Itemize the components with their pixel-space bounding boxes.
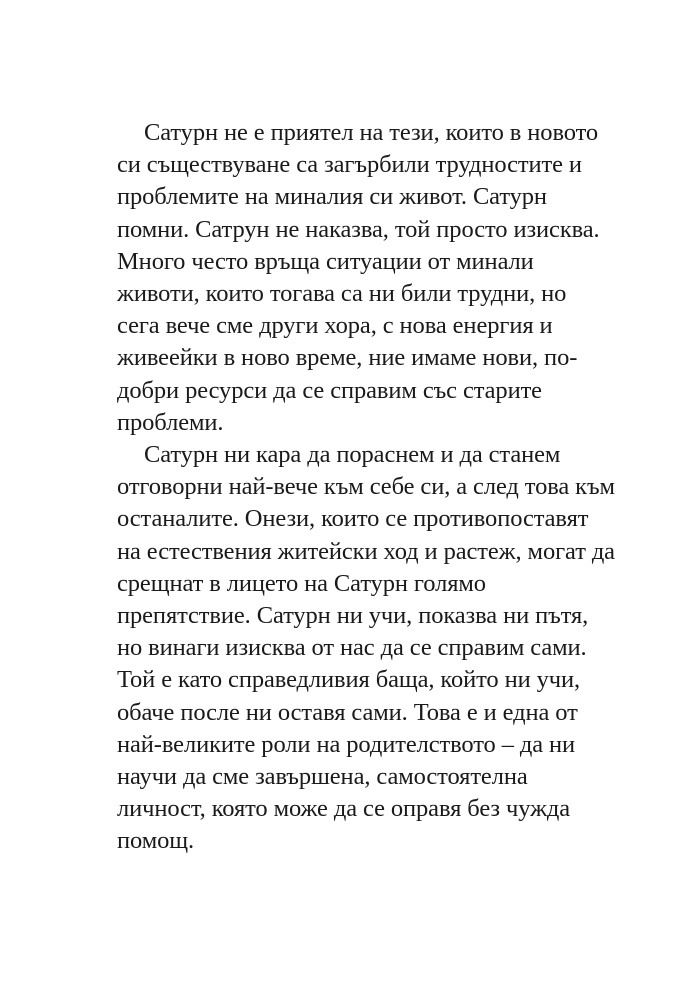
paragraph-2 — [117, 439, 615, 858]
text-line: отговорни най-вече към себе си, а след това към — [117, 473, 615, 501]
text-line: личност, която може да се оправя без чужда — [117, 795, 571, 823]
text-line: проблеми. — [117, 408, 224, 436]
text-line: си съществуване са загърбили трудностите и — [117, 151, 582, 179]
text-line: Сатурн ни кара да пораснем и да станем — [144, 441, 561, 469]
text-line: сега вече сме други хора, с нова енергия и — [117, 312, 553, 340]
text-line: животи, които тогава са ни били трудни, но — [117, 280, 567, 308]
text-line: живеейки в ново време, ние имаме нови, по- — [117, 344, 578, 372]
text-line: помощ. — [117, 827, 195, 855]
text-line: най-великите роли на родителството – да ни — [117, 730, 576, 758]
text-line: срещнат в лицето на Сатурн голямо — [117, 569, 486, 597]
paragraph-1 — [117, 117, 600, 439]
text-line: научи да сме завършена, самостоятелна — [117, 763, 528, 791]
text-line: добри ресурси да се справим със старите — [117, 376, 542, 404]
body-text — [117, 117, 615, 858]
text-line: проблемите на миналия си живот. Сатурн — [117, 183, 547, 211]
text-line: препятствие. Сатурн ни учи, показва ни пътя, — [117, 602, 589, 630]
text-line: на естествения житейски ход и растеж, могат да — [117, 537, 615, 565]
text-line: останалите. Онези, които се противопоставят — [117, 505, 589, 533]
text-line: обаче после ни оставя сами. Това е и една от — [117, 698, 578, 726]
text-line: но винаги изисква от нас да се справим сами. — [117, 634, 587, 662]
text-line: Много често връща ситуации от минали — [117, 247, 534, 275]
text-line: Той е като справедливия баща, който ни учи, — [117, 666, 581, 694]
text-line: помни. Сатрун не наказва, той просто изисква. — [117, 215, 600, 243]
text-line: Сатурн не е приятел на тези, които в новото — [144, 119, 599, 146]
